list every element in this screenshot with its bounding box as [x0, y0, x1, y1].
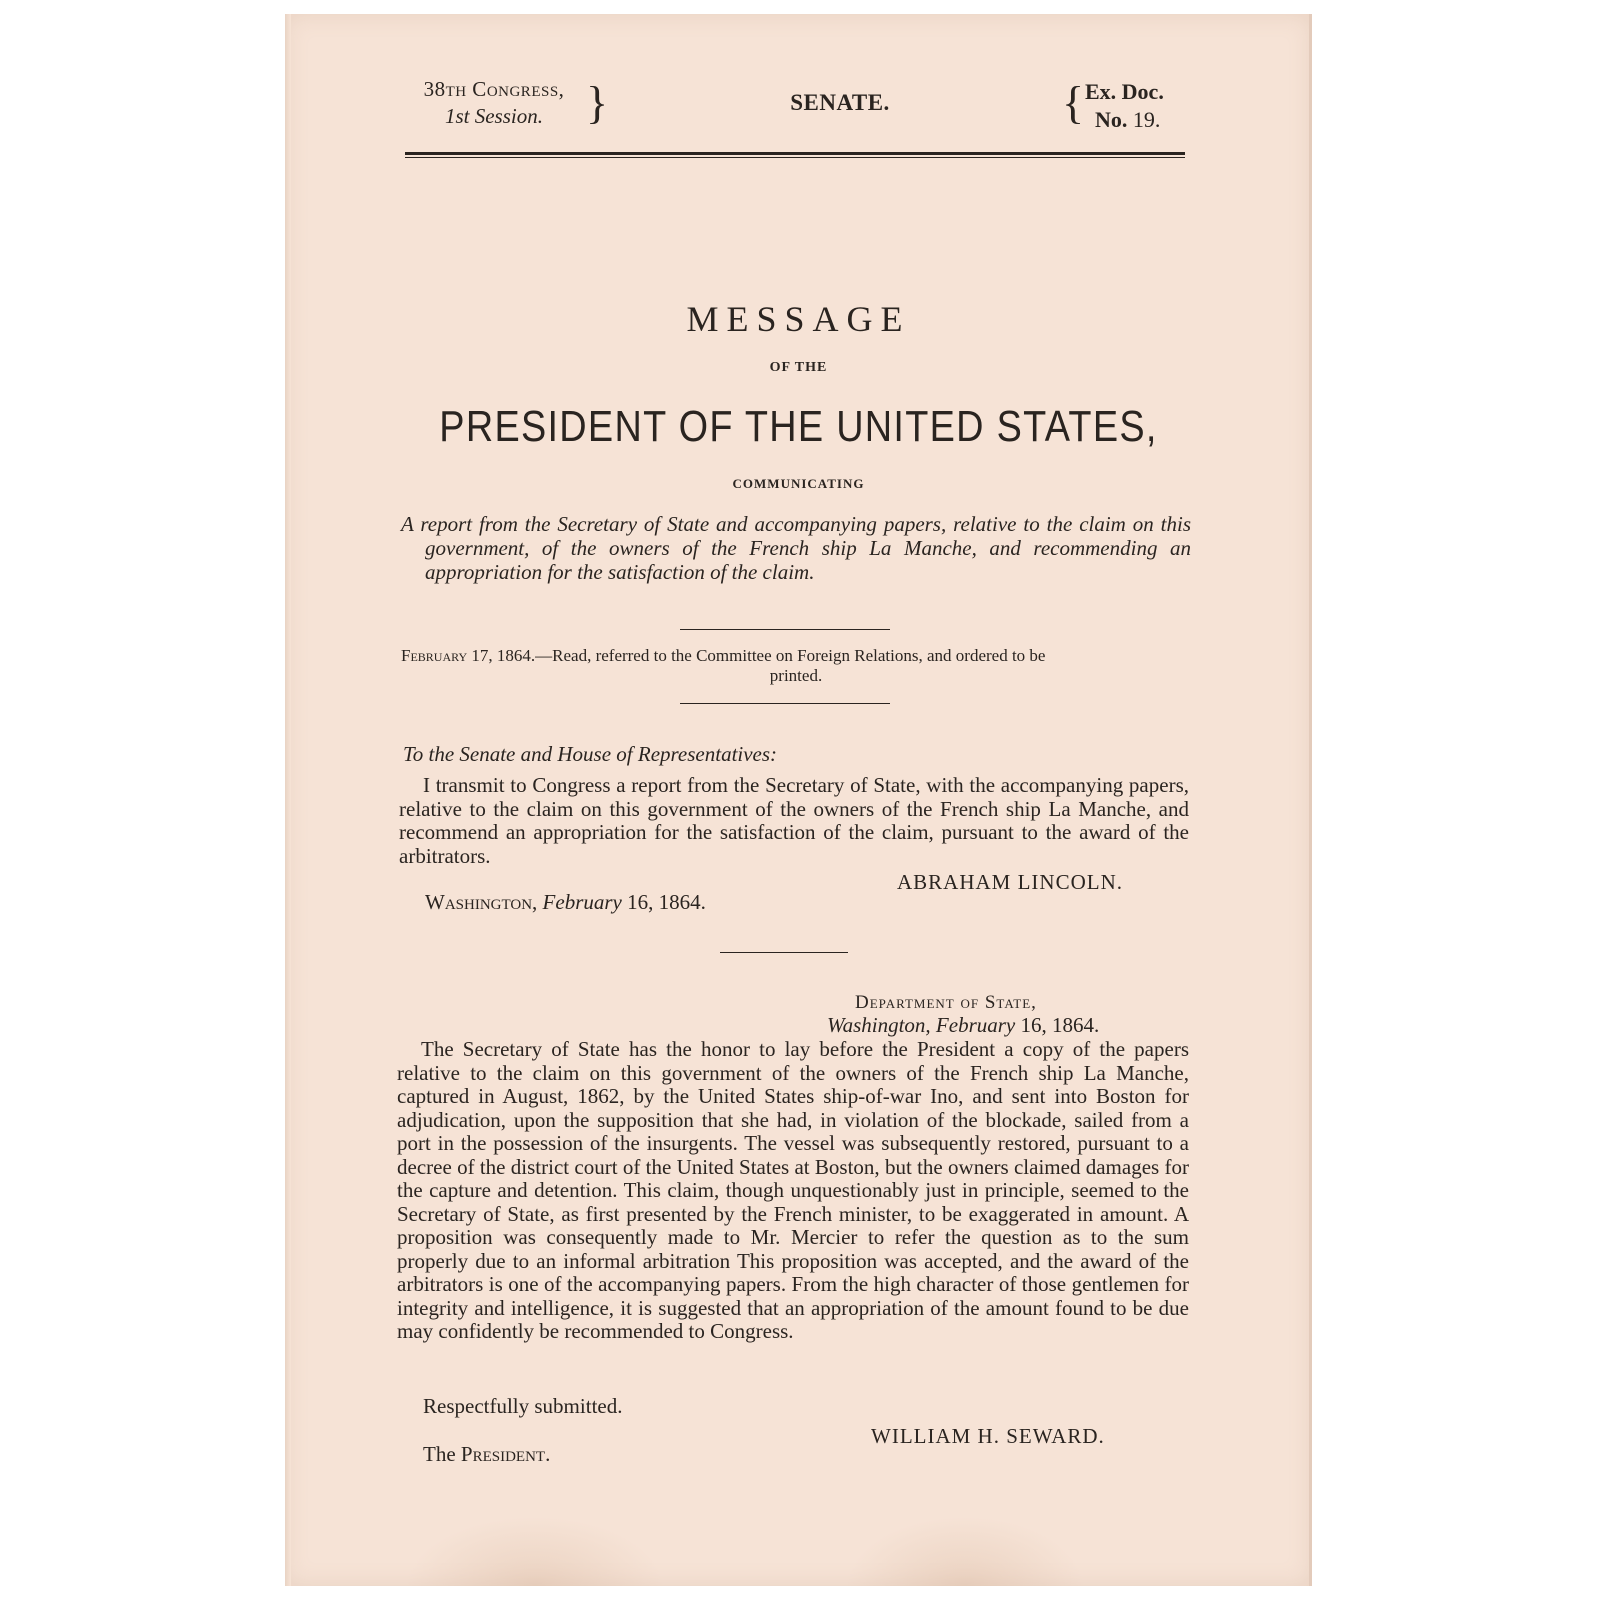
title-message: MESSAGE: [686, 299, 911, 339]
message-body: [399, 774, 1189, 868]
divider-rule: [680, 703, 890, 704]
divider-rule: [720, 952, 848, 953]
referral-text-cont: printed.: [769, 666, 823, 685]
message-date-month: February: [542, 890, 622, 914]
department-heading: Department of State,: [855, 992, 1037, 1013]
paper-stain: [405, 1516, 665, 1586]
referral-text: —Read, referred to the Committee on Foreign Relations, and ordered to be: [535, 646, 1046, 665]
addressee: [423, 1442, 550, 1467]
document-page: [285, 14, 1312, 1586]
title-president: PRESIDENT OF THE UNITED STATES,: [439, 402, 1158, 451]
abstract-text: A report from the Secretary of State and accompanying papers, relative to the claim on this government, of the owners of the French ship La Manche, and recommending an appropriation for the satisfaction of the claim.: [401, 512, 1191, 584]
seward-signature: WILLIAM H. SEWARD.: [871, 1424, 1105, 1448]
referral-note: [401, 646, 1191, 686]
page-right-edge: [1309, 14, 1312, 1586]
session-text: 1st Session.: [444, 104, 543, 128]
header-rule-thin: [405, 157, 1185, 158]
header-rule-thick: [405, 152, 1185, 155]
congress-session-label: [404, 76, 584, 130]
report-date-month: February: [935, 1013, 1016, 1037]
closing: Respectfully submitted.: [423, 1394, 623, 1418]
report-place: Washington,: [827, 1013, 931, 1037]
message-place: Washington,: [425, 890, 538, 914]
right-brace-icon: }: [586, 77, 609, 128]
divider-rule: [680, 629, 890, 630]
message-dateline: [425, 890, 706, 915]
doc-no-label: No.: [1095, 107, 1128, 132]
report-date-rest: 16, 1864.: [1020, 1013, 1100, 1037]
report-paragraph: The Secretary of State has the honor to lay before the President a copy of the papers relative to the claim on this government of the owners of the French ship La Manche, captured in August, 1862, by the United States ship-of-war Ino, and sent into Boston for adjudication, upon the supposition that she had, in violation of the blockade, sailed from a port in the possession of the insurgents. The vessel was subsequently restored, pursuant to a decree of the district court of the United States at Boston, but the owners claimed damages for the capture and detention. This claim, though unquestionably just in principle, seemed to the Secretary of State, as first presented by the French minister, to be exaggerated in amount. A proposition was consequently made to Mr. Mercier to refer the question as to the sum properly due to an informal arbitration This proposition was accepted, and the award of the arbitrators is one of the accompanying papers. From the high character of those gentlemen for integrity and intelligence, it is suggested that an appropriation of the amount found to be due may confidently be recommended to Congress.: [397, 1037, 1189, 1343]
chamber-label: SENATE.: [790, 90, 890, 115]
addressee-the: The: [423, 1442, 456, 1466]
congress-text: 38th Congress,: [423, 77, 565, 101]
doc-label: Ex. Doc.: [1085, 79, 1164, 104]
message-paragraph: I transmit to Congress a report from the Secretary of State, with the accompanying papers, relative to the claim on this government of the owners of the French ship La Manche, and recommend an appropriation for the satisfaction of the claim, pursuant to the award of the arbitrators.: [399, 773, 1189, 868]
addressee-president: President.: [460, 1442, 551, 1466]
left-brace-icon: {: [1062, 77, 1085, 128]
title-of-the: OF THE: [769, 360, 828, 375]
doc-number-line: [1085, 106, 1205, 134]
salutation: To the Senate and House of Representatives:: [403, 742, 778, 766]
title-communicating: COMMUNICATING: [732, 476, 865, 491]
abstract: [401, 512, 1191, 584]
report-dateline: [827, 1013, 1099, 1038]
referral-date: February 17, 1864.: [401, 646, 536, 665]
document-number-label: [1085, 78, 1205, 134]
report-body: [397, 1038, 1189, 1344]
paper-stain: [845, 1516, 1085, 1586]
message-date-rest: 16, 1864.: [627, 890, 706, 914]
doc-no: 19.: [1132, 107, 1161, 132]
lincoln-signature: ABRAHAM LINCOLN.: [897, 870, 1123, 894]
page-left-edge: [285, 14, 291, 1586]
